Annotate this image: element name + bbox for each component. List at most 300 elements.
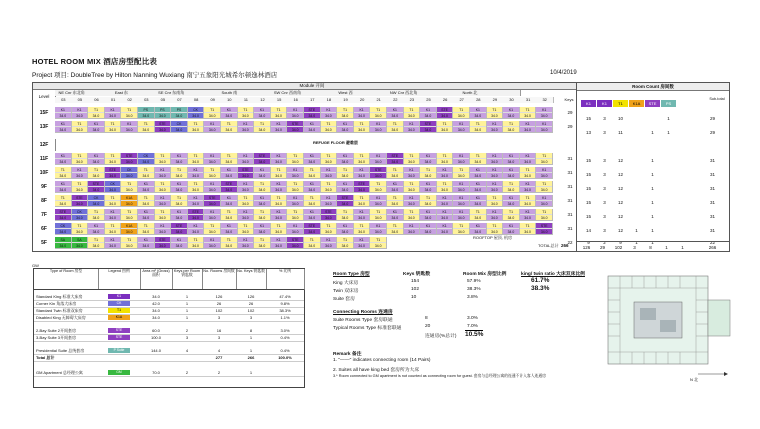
room-count-row [577, 127, 729, 139]
room-cell [520, 153, 537, 165]
room-area: 34.0 [109, 128, 116, 132]
column-header: 22 [387, 97, 405, 103]
room-area: 34.0 [291, 128, 299, 132]
room-area: 34.0 [408, 202, 415, 206]
room-type-code: T1 [105, 223, 121, 229]
room-area: 34.0 [374, 174, 382, 178]
room-type-code: T1 [105, 195, 121, 201]
table-cell: 34.0 [152, 294, 160, 299]
room-area: 34.0 [408, 230, 415, 234]
room-cell [88, 223, 105, 235]
room-type-code: K1 [520, 121, 536, 127]
level-keys: 31 [567, 212, 573, 217]
table-cell: 1 [185, 315, 189, 320]
room-type-code: T1 [188, 153, 204, 159]
table-cell: 16 [216, 328, 222, 333]
suite-conn-label: Suite Rooms Type 套房联通 [333, 318, 393, 323]
room-type-table [33, 268, 305, 388]
room-type-code: K1 [204, 237, 220, 243]
room-cell [204, 167, 221, 179]
room-type-code: K1 [55, 153, 71, 159]
table-header: No. Rooms 房间数 [202, 269, 237, 290]
room-cell [304, 181, 321, 193]
room-type-name: 2-Bay Suite 2开间套房 [36, 328, 77, 333]
room-cell [188, 181, 205, 193]
room-type-code: T1 [72, 181, 88, 187]
room-area: 34.0 [457, 188, 465, 192]
room-type-code: K1 [420, 107, 436, 113]
room-area: 34.0 [258, 114, 266, 118]
room-cell [321, 121, 338, 133]
room-cell [420, 121, 437, 133]
room-type-code: K1 [437, 209, 453, 215]
room-cell [420, 181, 437, 193]
room-cell [536, 153, 553, 165]
room-count-panel [576, 82, 730, 252]
room-area: 34.0 [524, 202, 531, 206]
room-type-code: K1 [520, 209, 536, 215]
room-type-code: K1 [271, 121, 287, 127]
rooftop-label: ROOFTOP 屋顶, 机房 [473, 235, 512, 240]
room-area: 34.0 [208, 114, 216, 118]
room-type-code: CK [188, 107, 204, 113]
room-type-code: T1 [155, 153, 171, 159]
table-cell: 277 [215, 355, 223, 360]
room-area: 34.0 [242, 244, 249, 248]
room-cell [404, 153, 421, 165]
suite-conn-keys: 8 [425, 316, 428, 321]
room-area: 34.0 [408, 114, 415, 118]
room-cell [221, 209, 238, 221]
table-cell: 3 [217, 335, 221, 340]
room-cell [287, 237, 304, 249]
room-cell [72, 223, 89, 235]
room-area: 34.0 [308, 188, 316, 192]
room-area: 34.0 [391, 174, 399, 178]
room-area: 34.0 [242, 216, 249, 220]
room-cell [337, 153, 354, 165]
room-type-code: K1 [470, 223, 486, 229]
column-header: 11 [238, 97, 256, 103]
room-cell [254, 107, 271, 119]
room-cell [221, 153, 238, 165]
room-count-value: 15 [585, 172, 591, 177]
room-cell [437, 167, 454, 179]
room-area: 34.0 [491, 230, 498, 234]
room-area: 34.0 [92, 230, 100, 234]
room-count-value: 29 [709, 116, 715, 121]
room-area: 34.0 [125, 174, 133, 178]
room-count-value: 9 [619, 240, 622, 245]
table-cell: 0.4% [280, 335, 290, 340]
room-cell [503, 223, 520, 235]
room-area: 34.0 [275, 114, 282, 118]
room-type-code: K1 [404, 195, 420, 201]
king-mix: 57.9% [467, 279, 481, 284]
plan-core-stair [660, 320, 676, 332]
room-area: 34.0 [341, 188, 349, 192]
room-cell [171, 195, 188, 207]
room-count-value: 31 [709, 228, 715, 233]
room-type-code: K1A [121, 195, 137, 201]
room-type-code: K1 [487, 121, 503, 127]
room-area: 34.0 [491, 114, 498, 118]
room-cell [453, 223, 470, 235]
room-type-code: K1 [238, 153, 254, 159]
room-type-code: T1 [304, 167, 320, 173]
room-count-value: 22 [709, 240, 715, 245]
table-cell: 126 [215, 294, 223, 299]
room-cell [437, 121, 454, 133]
room-type-code: T1 [470, 153, 486, 159]
room-cell [254, 209, 271, 221]
room-type-code: T1 [238, 195, 254, 201]
room-area: 34.0 [159, 114, 166, 118]
room-type-code: STE [304, 107, 320, 113]
room-type-code: STE [337, 195, 353, 201]
room-type-code: T1 [370, 237, 386, 243]
room-type-code: K1 [370, 153, 386, 159]
room-cell [88, 153, 105, 165]
room-type-code: K1 [321, 167, 337, 173]
room-cell [138, 223, 155, 235]
room-area: 34.0 [358, 128, 365, 132]
room-cell [271, 181, 288, 193]
room-area: 34.0 [92, 160, 100, 164]
room-count-row [577, 155, 729, 167]
room-type-code: K1 [520, 181, 536, 187]
room-cell [72, 153, 89, 165]
room-cell [221, 167, 238, 179]
column-header: 21 [370, 97, 388, 103]
room-legend: P Suite [108, 348, 130, 353]
room-type-code: K1 [221, 223, 237, 229]
column-header: 29 [487, 97, 505, 103]
ratio-label: king/ twin ratio 大床双床比例 [521, 272, 585, 277]
room-cell [287, 181, 304, 193]
room-type-code: T1 [437, 121, 453, 127]
room-type-code: T1 [487, 195, 503, 201]
room-type-code: K1 [221, 107, 237, 113]
room-type-code: K1 [354, 167, 370, 173]
room-type-code: K1 [271, 237, 287, 243]
column-header: 05 [155, 97, 173, 103]
room-area: 34.0 [491, 160, 498, 164]
room-cell [287, 195, 304, 207]
room-type-code: K1 [503, 167, 519, 173]
room-type-code: T1 [354, 223, 370, 229]
room-cell [72, 237, 89, 249]
room-legend: CK [108, 301, 130, 306]
room-area: 34.0 [258, 202, 266, 206]
room-type-code: T1 [121, 107, 137, 113]
room-count-value: 1 [651, 186, 654, 191]
room-type-code: K1 [536, 107, 552, 113]
column-header: 08 [188, 97, 206, 103]
room-area: 34.0 [192, 188, 199, 192]
room-area: 34.0 [457, 174, 465, 178]
remark-2: 2. Suites all have king bed 套房所为大床 [333, 368, 420, 373]
room-area: 34.0 [59, 128, 67, 132]
room-cell [188, 121, 205, 133]
room-area: 34.0 [242, 128, 249, 132]
room-type-code: T1 [387, 195, 403, 201]
room-cell [171, 223, 188, 235]
room-type-code: T1 [221, 209, 237, 215]
table-cell: 4 [217, 348, 221, 353]
room-area: 34.0 [507, 174, 515, 178]
room-cell [188, 153, 205, 165]
room-type-code: K1 [55, 181, 71, 187]
room-cell [254, 223, 271, 235]
conn-total-label: 连通房(%总计) [425, 334, 457, 339]
twin-ratio: 38.3% [531, 285, 550, 292]
room-type-code: PS [138, 107, 154, 113]
room-area: 34.0 [258, 174, 266, 178]
room-cell [387, 223, 404, 235]
room-area: 34.0 [175, 230, 183, 234]
room-area: 34.0 [192, 216, 199, 220]
room-area: 34.0 [374, 202, 382, 206]
room-type-code: T1 [121, 209, 137, 215]
table-cell: 34.0 [152, 308, 160, 313]
room-count-value: 29 [709, 130, 715, 135]
room-area: 34.0 [242, 230, 249, 234]
room-area: 34.0 [225, 128, 233, 132]
room-cell [354, 167, 371, 179]
room-cell [287, 209, 304, 221]
room-cell [520, 209, 537, 221]
room-area: 34.0 [258, 128, 266, 132]
room-cell [155, 167, 172, 179]
room-count-row [577, 225, 729, 237]
room-area: 34.0 [192, 160, 199, 164]
room-type-code: K1 [370, 121, 386, 127]
room-area: 34.0 [474, 188, 482, 192]
room-area: 34.0 [225, 174, 233, 178]
room-cell [370, 167, 387, 179]
room-type-code: K1 [453, 209, 469, 215]
room-cell [171, 121, 188, 133]
room-area: 34.0 [524, 216, 531, 220]
room-cell [487, 167, 504, 179]
room-type-code: K1 [171, 209, 187, 215]
suite-conn-mix: 3.0% [467, 316, 478, 321]
keys-label: Keys 钥匙数 [403, 272, 431, 277]
room-type-code: T1 [370, 209, 386, 215]
room-cell [503, 167, 520, 179]
column-header: 10 [221, 97, 239, 103]
room-area: 34.0 [424, 160, 432, 164]
room-cell [88, 167, 105, 179]
room-count-value: 2 [603, 240, 606, 245]
room-area: 34.0 [408, 174, 415, 178]
room-cell [337, 223, 354, 235]
room-cell [254, 181, 271, 193]
zone-header: NW Cnr 西北角 [387, 90, 421, 96]
table-cell: 1 [185, 308, 189, 313]
room-cell [420, 209, 437, 221]
room-cell [503, 195, 520, 207]
room-type-code: K1 [155, 167, 171, 173]
room-type-code: K1 [121, 121, 137, 127]
room-cell [520, 107, 537, 119]
floor-plan-drawing [598, 270, 740, 382]
table-header: % 比例 [266, 269, 305, 290]
room-type-code: STE [287, 121, 303, 127]
room-cell [271, 121, 288, 133]
room-type-code: STE [155, 237, 171, 243]
room-legend: K1A [108, 315, 130, 320]
room-area: 34.0 [540, 216, 548, 220]
level-label: 12F [33, 139, 56, 151]
column-header: 18 [321, 97, 339, 103]
room-count-value: 1 [667, 130, 670, 135]
table-row [34, 314, 304, 322]
room-type-code: K1 [171, 237, 187, 243]
room-type-code: K1 [238, 181, 254, 187]
room-type-code: K1 [420, 153, 436, 159]
table-cell: 38.3% [279, 308, 291, 313]
room-cell [121, 237, 138, 249]
table-cell: 26 [216, 301, 222, 306]
room-cell [503, 181, 520, 193]
room-cell [337, 195, 354, 207]
room-type-code: PS [155, 107, 171, 113]
room-area: 34.0 [59, 174, 67, 178]
room-area: 34.0 [258, 188, 266, 192]
room-type-code: T1 [536, 153, 552, 159]
room-cell [238, 167, 255, 179]
column-header: 02 [121, 97, 139, 103]
room-type-code: K1 [387, 107, 403, 113]
room-area: 34.0 [358, 216, 365, 220]
room-area: 34.0 [540, 128, 548, 132]
room-type-code: CK [138, 153, 154, 159]
table-cell: 102 [215, 308, 223, 313]
room-area: 34.0 [125, 216, 133, 220]
room-count-value: 15 [585, 200, 591, 205]
room-cell [370, 181, 387, 193]
room-type-code: K1 [337, 181, 353, 187]
room-type-name: 3-Bay Suite 3开间套房 [36, 335, 77, 340]
room-type-code: CK [72, 209, 88, 215]
room-cell [287, 153, 304, 165]
room-type-code: K1 [503, 195, 519, 201]
room-type-code: STE [105, 167, 121, 173]
room-type-code: K1 [337, 121, 353, 127]
room-cell [138, 167, 155, 179]
room-cell [138, 181, 155, 193]
room-area: 34.0 [524, 114, 531, 118]
room-cell [470, 209, 487, 221]
room-type-code: K1 [138, 209, 154, 215]
level-keys: 31 [567, 198, 573, 203]
room-type-code: T1 [453, 223, 469, 229]
room-type-name: GM Apartment 总经理公寓 [36, 370, 83, 375]
project-name: Project 项目: DoubleTree by Hilton Nanning Wuxiang 南宁五象阳光城希尔顿逸林酒店 [32, 72, 278, 79]
room-type-code: T1 [138, 121, 154, 127]
room-area: 34.0 [325, 216, 332, 220]
column-header: 19 [337, 97, 355, 103]
room-area: 34.0 [76, 128, 83, 132]
room-cell [420, 107, 437, 119]
room-type-code: STE [55, 209, 71, 215]
room-area: 34.0 [491, 216, 498, 220]
room-cell [420, 195, 437, 207]
room-count-value: 11 [618, 130, 623, 135]
table-cell: 1.1% [280, 315, 290, 320]
room-count-value: 1 [651, 130, 654, 135]
room-count-row [577, 211, 729, 223]
room-area: 34.0 [291, 188, 299, 192]
room-type-code: T1 [420, 195, 436, 201]
room-area: 34.0 [258, 244, 266, 248]
room-type-code: T1 [503, 121, 519, 127]
room-type-code: K1 [105, 237, 121, 243]
room-cell [354, 153, 371, 165]
room-type-code: K1 [72, 107, 88, 113]
room-count-value: 12 [617, 172, 623, 177]
room-type-code: T1 [254, 181, 270, 187]
room-type-code: STE [171, 223, 187, 229]
room-type-code: K1 [503, 223, 519, 229]
room-type-code: CK [55, 223, 71, 229]
room-type-code: STE [370, 167, 386, 173]
room-type-code: K1 [155, 223, 171, 229]
suite-mix: 3.8% [467, 295, 478, 300]
room-cell [188, 167, 205, 179]
table-cell: 2 [185, 370, 189, 375]
room-cell [105, 121, 122, 133]
room-area: 34.0 [358, 188, 365, 192]
room-type-code: T1 [387, 223, 403, 229]
room-cell [337, 167, 354, 179]
room-area: 34.0 [192, 230, 199, 234]
room-area: 34.0 [308, 244, 316, 248]
column-header: 01 [105, 97, 123, 103]
room-area: 34.0 [142, 230, 150, 234]
room-type-code: T1 [238, 107, 254, 113]
room-area: 34.0 [374, 114, 382, 118]
connecting-label: Connecting Rooms 连通房 [333, 310, 393, 315]
room-area: 34.0 [474, 160, 482, 164]
room-area: 34.0 [358, 174, 365, 178]
room-area: 34.0 [258, 216, 266, 220]
room-cell [55, 121, 72, 133]
room-area: 34.0 [325, 174, 332, 178]
room-cell [55, 107, 72, 119]
room-cell [503, 107, 520, 119]
room-cell [370, 121, 387, 133]
table-cell: 3 [185, 335, 189, 340]
room-type-code: CK [121, 167, 137, 173]
total-keys: 266 [561, 243, 569, 248]
room-area: 34.0 [159, 188, 166, 192]
room-area: 34.0 [142, 114, 150, 118]
room-area: 34.0 [275, 174, 282, 178]
room-cell [88, 209, 105, 221]
room-type-code: K1 [254, 167, 270, 173]
room-area: 34.0 [208, 188, 216, 192]
room-type-code: T1 [437, 181, 453, 187]
room-count-key: K1A [629, 100, 644, 107]
room-cell [254, 195, 271, 207]
room-cell [204, 121, 221, 133]
level-label: 9F [33, 181, 56, 193]
room-type-code: K1 [354, 209, 370, 215]
room-area: 34.0 [391, 216, 399, 220]
